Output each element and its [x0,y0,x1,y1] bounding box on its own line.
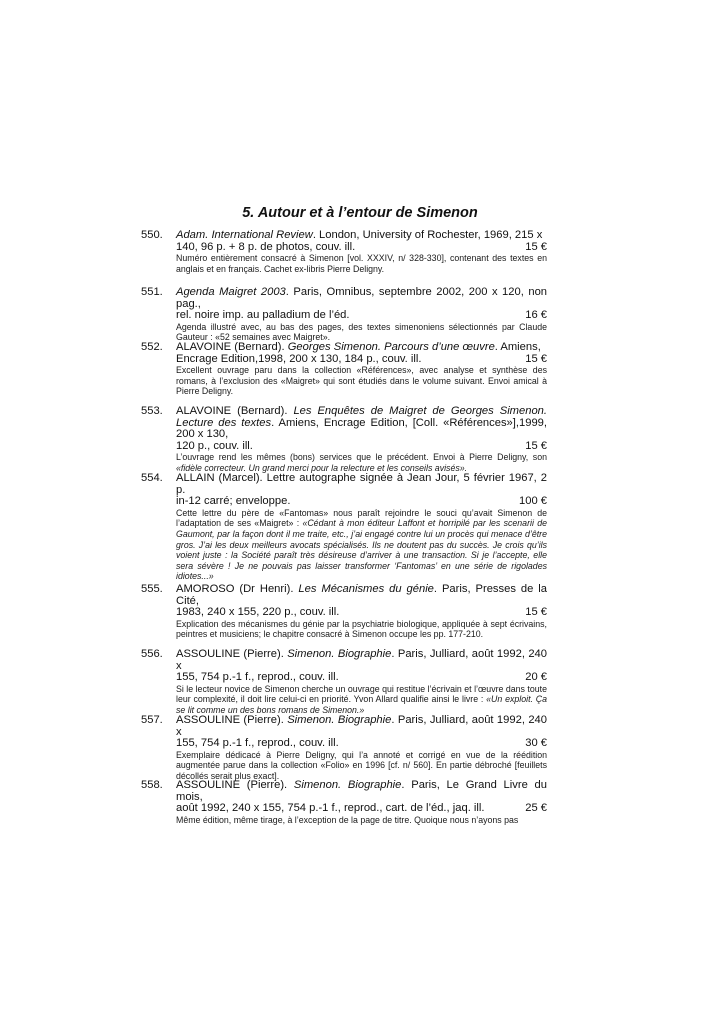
reference-last-line [176,310,547,322]
entry-note: Explication des mécanismes du génie par la psychiatrie biologique, appliquée à sept écrivains, peintres et musiciens; le chapitre consacré à Simenon occupe les pp. 177-210. [176,618,547,640]
entry-reference [176,780,547,815]
entry-publication: . Paris, Julliard, août 1992, 240 x [176,648,547,672]
entry-title: Simenon. Biographie [293,779,402,791]
entry-556 [141,649,547,716]
note-quote: «Cédant à mon éditeur Laffont et horripilé par les scenarii de Gaumont, par la façon dont il me traite, etc., j’ai engagé contre lui un procès qui menace d’être gros. J’ai les deux meilleurs avocats spécialisés. Ils ne doutent pas du succès. Je crois qu’ils voient juste : la Société paraît très désireuse d’arriver à une transaction. Si je l’accepte, elle sera sévère ! Je ne pouvais pas laisser transformer ‘Fantomas’ en une série de rigolades idiotes...» [176,518,547,582]
entry-description: in-12 carré; enveloppe. [176,495,291,508]
entry-title: Agenda Maigret 2003 [176,286,286,298]
reference-last-line [176,607,547,619]
entry-body [176,287,547,343]
entry-price: 15 € [525,352,547,365]
note-quote: «Un exploit. Ça se lit comme un des bons romans de Simenon.» [176,694,547,715]
entry-557 [141,715,547,782]
entry-number: 558. [141,779,163,791]
reference-last-line [176,441,547,453]
entry-body [176,780,547,825]
entry-body [176,342,547,397]
entry-552 [141,342,547,397]
entry-title: Simenon. Biographie [287,714,392,726]
entry-note: Numéro entièrement consacré à Simenon [vol. XXXIV, n/ 328-330], contenant des textes en anglais et en français. Cachet ex-libris Pierre Deligny. [176,253,547,274]
reference-last-line [176,672,547,684]
entry-author: ALLAIN (Marcel). [176,472,267,484]
entry-description: 140, 96 p. + 8 p. de photos, couv. ill. [176,240,356,253]
reference-last-line [176,803,547,815]
entry-description: 155, 754 p.-1 f., reprod., couv. ill. [176,737,339,750]
entry-publication: . Amiens, [494,341,541,353]
entry-price: 16 € [525,309,547,322]
entry-body [176,406,547,474]
entry-reference [176,649,547,684]
reference-first-line [176,287,547,310]
reference-first-line [176,715,547,738]
note-text: Si le lecteur novice de Simenon cherche un ouvrage qui restitue l’écrivain et l’œuvre dans toute leur complexité, il doit lire celui-ci en priorité. Yvon Allard qualifie ainsi le livre : [176,683,547,705]
entry-author: ASSOULINE (Pierre). [176,779,294,791]
entry-number: 556. [141,648,163,660]
reference-last-line [176,354,547,366]
entry-550 [141,230,547,274]
entry-title: Les Enquêtes de Maigret de Georges Simenon. Lecture des textes [176,405,547,429]
reference-first-line [176,473,547,496]
entry-price: 25 € [525,802,547,815]
entry-note: Exemplaire dédicacé à Pierre Deligny, qui l’a annoté et corrigé en vue de la réédition augmentée parue dans la collection «Folio» en 1996 [cf. n/ 560]. En partie débroché [feuillets décollés serait plus exact]. [176,749,547,781]
entry-description: Encrage Edition,1998, 200 x 130, 184 p., couv. ill. [176,352,422,365]
entry-reference [176,584,547,619]
entry-number: 551. [141,286,163,298]
entry-price: 30 € [525,737,547,750]
reference-first-line [176,780,547,803]
entry-note [176,508,547,582]
entry-title: Les Mécanismes du génie [298,583,434,595]
entry-reference [176,287,547,322]
entry-note: Excellent ouvrage paru dans la collection «Références», avec analyse et synthèse des romans, à l’exclusion des «Maigret» qui sont étudiés dans le volume suivant. Envoi amical à Pierre Deligny. [176,365,547,397]
entry-author: ASSOULINE (Pierre). [176,648,288,660]
entry-body [176,715,547,782]
entry-reference [176,406,547,452]
entry-number: 557. [141,714,163,726]
entry-author: ALAVOINE (Bernard). [176,405,294,417]
reference-first-line [176,342,547,354]
entry-publication: . Paris, Julliard, août 1992, 240 x [176,714,547,738]
entry-author: ASSOULINE (Pierre). [176,714,288,726]
section-title: 5. Autour et à l’entour de Simenon [242,205,478,221]
entry-note: Agenda illustré avec, au bas des pages, des textes simenoniens sélectionnés par Claude Gauteur : «52 semaines avec Maigret». [176,321,547,343]
entry-body [176,649,547,716]
entry-description: 1983, 240 x 155, 220 p., couv. ill. [176,606,340,619]
entry-title: Adam. International Review [176,229,313,241]
reference-last-line [176,242,547,254]
entry-note [176,684,547,716]
entry-title: Simenon. Biographie [287,648,392,660]
reference-first-line [176,406,547,441]
entry-reference [176,473,547,508]
entry-price: 100 € [519,495,547,508]
entry-number: 554. [141,472,163,484]
entry-554 [141,473,547,582]
entry-publication: . Paris, Omnibus, septembre 2002, 200 x 120, non pag., [176,286,548,310]
entry-price: 15 € [525,606,547,619]
entry-price: 15 € [525,240,547,253]
entry-555 [141,584,547,640]
entry-body [176,584,547,640]
entry-558 [141,780,547,825]
reference-first-line [176,584,547,607]
entry-title: Georges Simenon. Parcours d’une œuvre [287,341,495,353]
entry-note: Même édition, même tirage, à l’exception de la page de titre. Quoique nous n’ayons pas [176,814,519,825]
reference-first-line [176,649,547,672]
entry-description: 120 p., couv. ill. [176,439,253,452]
entry-551 [141,287,547,343]
reference-last-line [176,496,547,508]
entry-publication: . London, University of Rochester, 1969, 215 x [312,229,543,241]
entry-reference [176,342,547,365]
entry-price: 20 € [525,671,547,684]
entry-author: AMOROSO (Dr Henri). [176,583,299,595]
entry-price: 15 € [525,439,547,452]
entry-number: 552. [141,341,163,353]
entry-description: août 1992, 240 x 155, 754 p.-1 f., reprod., cart. de l’éd., jaq. ill. [176,802,485,815]
entry-number: 553. [141,405,163,417]
entry-description: 155, 754 p.-1 f., reprod., couv. ill. [176,671,339,684]
entry-reference [176,230,547,253]
entry-note [176,452,547,473]
reference-first-line [176,230,547,242]
note-text: L’ouvrage rend les mêmes (bons) services que le précédent. Envoi à Pierre Deligny, son [176,452,547,463]
note-text: Cette lettre du père de «Fantomas» nous paraît rejoindre le souci qu’avait Simenon de l’adaptation de ses «Maigret» : [176,507,547,529]
entry-553 [141,406,547,474]
entry-publication: . Paris, Presses de la Cité, [176,583,547,607]
entry-body [176,473,547,582]
note-quote: «fidèle correcteur. Un grand merci pour la relecture et les conseils avisés». [176,462,468,473]
entry-publication: . Paris, Le Grand Livre du mois, [176,779,547,803]
entry-author: ALAVOINE (Bernard). [176,341,288,353]
entry-description: rel. noire imp. au palladium de l’éd. [176,309,350,322]
entry-publication: Lettre autographe signée à Jean Jour, 5 février 1967, 2 p. [176,472,548,496]
reference-last-line [176,738,547,750]
entry-number: 550. [141,229,163,241]
entry-reference [176,715,547,750]
entry-body [176,230,547,274]
entry-number: 555. [141,583,163,595]
entry-publication: . Amiens, Encrage Edition, [Coll. «Références»],1999, 200 x 130, [176,416,547,441]
